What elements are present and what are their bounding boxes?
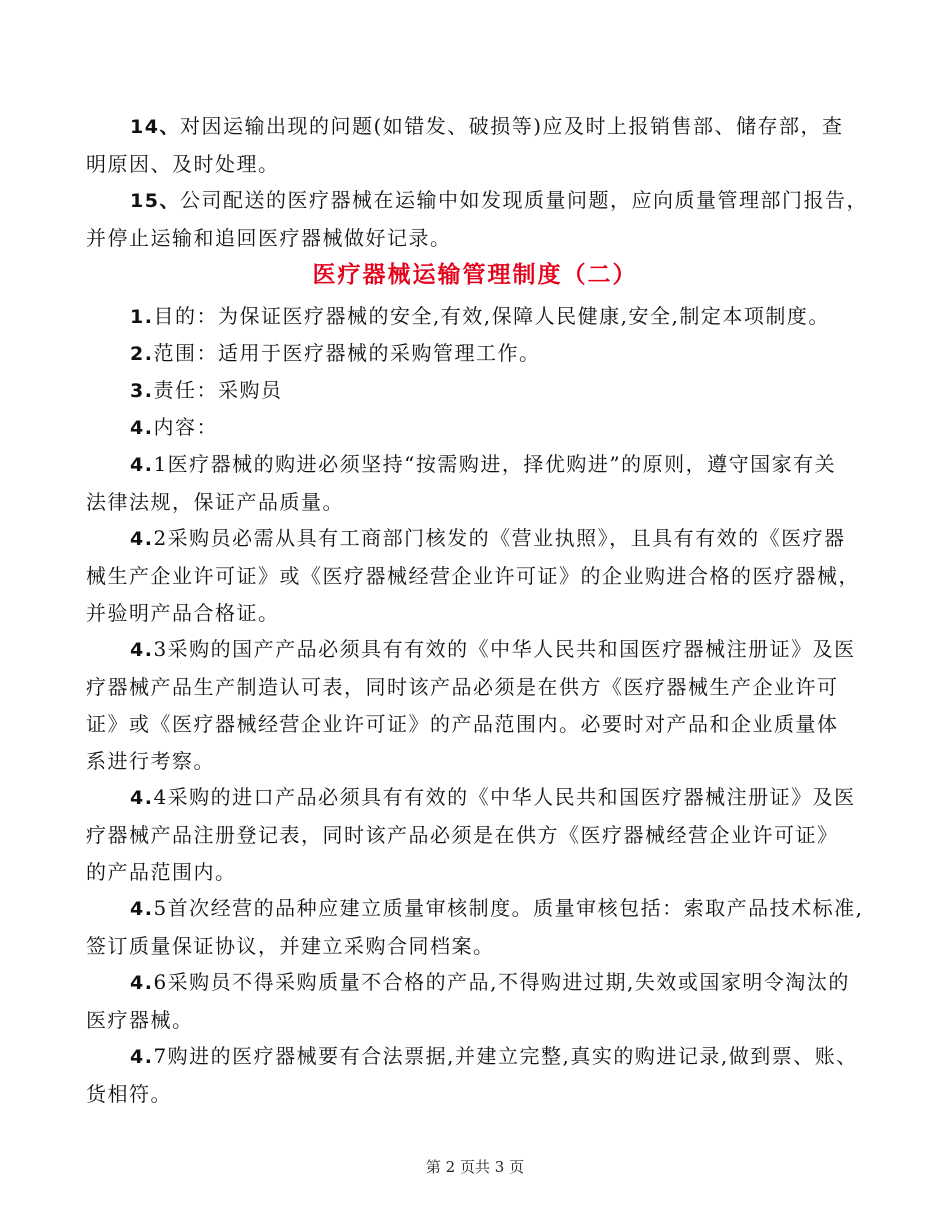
- clause-4-4: 4.4采购的进口产品必须具有有效的《中华人民共和国医疗器械注册证》及医 疗器械产品注册登记表，同时该产品必须是在供方《医疗器械经营企业许可证》 的产品范围内。: [86, 785, 856, 884]
- clause-4-5: 4.5首次经营的品种应建立质量审核制度。质量审核包括：索取产品技术标准, 签订质量保证协议，并建立采购合同档案。: [86, 896, 864, 958]
- clause-number: 4.: [130, 417, 154, 439]
- clause-number: 4.: [130, 639, 154, 661]
- clause-line: 明原因、及时处理。: [86, 152, 280, 176]
- clause-14: [86, 108, 866, 183]
- clause-number: 4.: [130, 528, 154, 550]
- clause-number: 4.: [130, 454, 154, 476]
- clause-15: [86, 182, 866, 257]
- clause-scope: 2.范围：适用于医疗器械的采购管理工作。: [130, 341, 541, 365]
- clause-4-2: 4.2采购员必需从具有工商部门核发的《营业执照》，且具有有效的《医疗器 械生产企业许可证》或《医疗器械经营企业许可证》的企业购进合格的医疗器械， 并验明产品合格证。: [86, 526, 860, 625]
- clause-line: 14、对因运输出现的问题(如错发、破损等)应及时上报销售部、储存部，查: [130, 114, 844, 138]
- clause-number: 15、: [130, 190, 180, 212]
- clause-number: 4.: [130, 787, 154, 809]
- section-title: 医疗器械运输管理制度（二）: [312, 262, 638, 288]
- clause-4-7: 4.7购进的医疗器械要有合法票据,并建立完整,真实的购进记录,做到票、账、 货相符。: [86, 1044, 858, 1106]
- clause-4-3: 4.3采购的国产产品必须具有有效的《中华人民共和国医疗器械注册证》及医 疗器械产品生产制造认可表，同时该产品必须是在供方《医疗器械生产企业许可 证》或《医疗器械经营企业许可证》的产品范围内。必要时对产品和企业质量体 系进行考察。: [86, 637, 856, 773]
- clause-number: 4.: [130, 1046, 154, 1068]
- clause-4-6: 4.6采购员不得采购质量不合格的产品,不得购进过期,失效或国家明令淘汰的 医疗器械。: [86, 970, 850, 1032]
- clause-number: 4.: [130, 972, 154, 994]
- clause-number: 1.: [130, 306, 154, 328]
- clause-line: 并停止运输和追回医疗器械做好记录。: [86, 226, 452, 250]
- clause-4-1: 4.1医疗器械的购进必须坚持“按需购进，择优购进”的原则，遵守国家有关 法律法规，保证产品质量。: [86, 452, 837, 514]
- clause-number: 3.: [130, 380, 154, 402]
- clause-content: 4.内容：: [130, 415, 218, 439]
- clause-number: 2.: [130, 343, 154, 365]
- clause-number: 14、: [130, 116, 180, 138]
- clause-line: 15、公司配送的医疗器械在运输中如发现质量问题，应向质量管理部门报告，: [130, 188, 868, 212]
- clause-responsibility: 3.责任：采购员: [130, 378, 283, 402]
- page-footer: 第 2 页共 3 页: [425, 1158, 525, 1176]
- clause-purpose: 1.目的：为保证医疗器械的安全,有效,保障人民健康,安全,制定本项制度。: [130, 304, 830, 328]
- clause-number: 4.: [130, 898, 154, 920]
